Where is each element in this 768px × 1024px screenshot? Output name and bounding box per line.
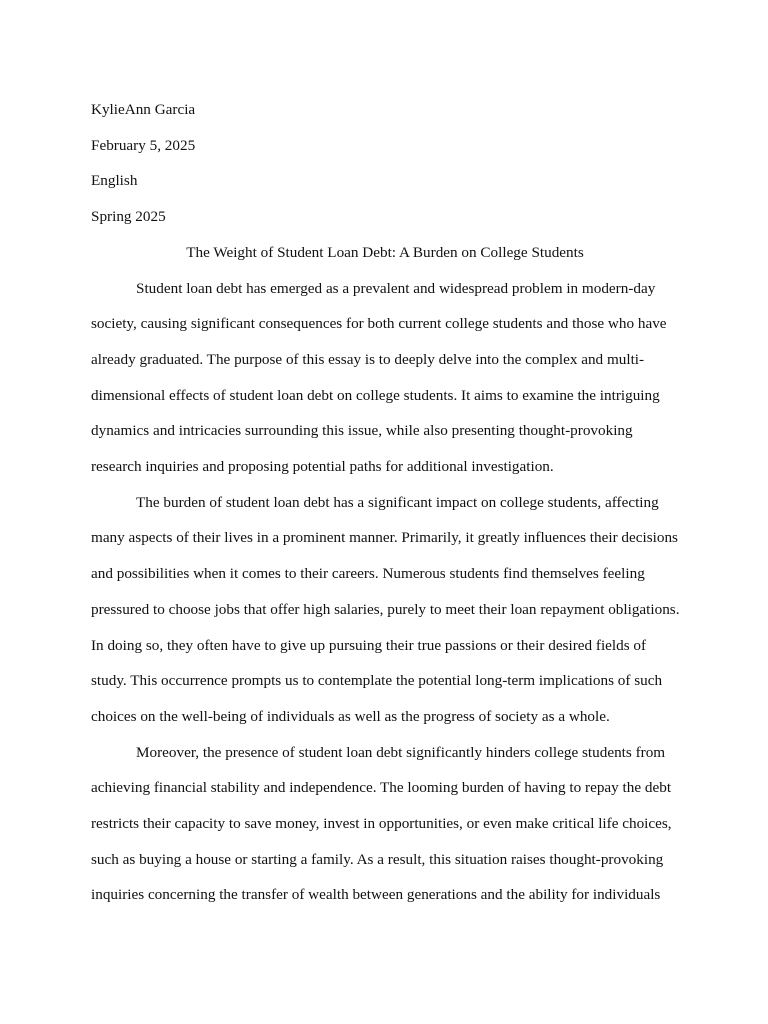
- paragraph-line: restricts their capacity to save money, invest in opportunities, or even make critical life choices,: [91, 815, 672, 833]
- paragraph-line: study. This occurrence prompts us to contemplate the potential long-term implications of such: [91, 672, 663, 690]
- paragraph-line: research inquiries and proposing potential paths for additional investigation.: [91, 458, 554, 476]
- paragraph-2: [91, 485, 679, 735]
- paragraph-line: Student loan debt has emerged as a prevalent and widespread problem in modern-day: [136, 279, 656, 297]
- essay-title: The Weight of Student Loan Debt: A Burden on College Students: [186, 243, 584, 261]
- paragraph-line: such as buying a house or starting a family. As a result, this situation raises thought-provoking: [91, 850, 664, 868]
- paragraph-line: Moreover, the presence of student loan debt significantly hinders college students from: [136, 743, 666, 761]
- paragraph-line: dynamics and intricacies surrounding this issue, while also presenting thought-provoking: [91, 422, 633, 440]
- document-body: [91, 92, 679, 913]
- author-name: KylieAnn Garcia: [91, 101, 196, 118]
- paragraph-3: [91, 735, 679, 914]
- paragraph-line: many aspects of their lives in a prominent manner. Primarily, it greatly influences their decisions: [91, 529, 678, 547]
- paragraph-line: achieving financial stability and independence. The looming burden of having to repay the debt: [91, 779, 672, 797]
- paragraph-line: choices on the well-being of individuals as well as the progress of society as a whole.: [91, 707, 610, 725]
- essay-date: February 5, 2025: [91, 136, 196, 154]
- paragraph-line: pressured to choose jobs that offer high salaries, purely to meet their loan repayment obligations.: [91, 600, 680, 618]
- paragraph-line: In doing so, they often have to give up pursuing their true passions or their desired fields of: [91, 636, 647, 654]
- paragraph-line: society, causing significant consequences for both current college students and those who have: [91, 315, 667, 333]
- paragraph-line: and possibilities when it comes to their careers. Numerous students find themselves feeling: [91, 565, 645, 583]
- paragraph-1: [91, 271, 679, 485]
- paragraph-line: inquiries concerning the transfer of wealth between generations and the ability for individuals: [91, 886, 661, 904]
- term-name: Spring 2025: [91, 208, 166, 226]
- paragraph-line: dimensional effects of student loan debt on college students. It aims to examine the intriguing: [91, 386, 660, 404]
- course-name: English: [91, 172, 138, 190]
- paragraph-line: The burden of student loan debt has a significant impact on college students, affecting: [136, 493, 659, 511]
- paragraph-line: already graduated. The purpose of this essay is to deeply delve into the complex and multi-: [91, 350, 645, 368]
